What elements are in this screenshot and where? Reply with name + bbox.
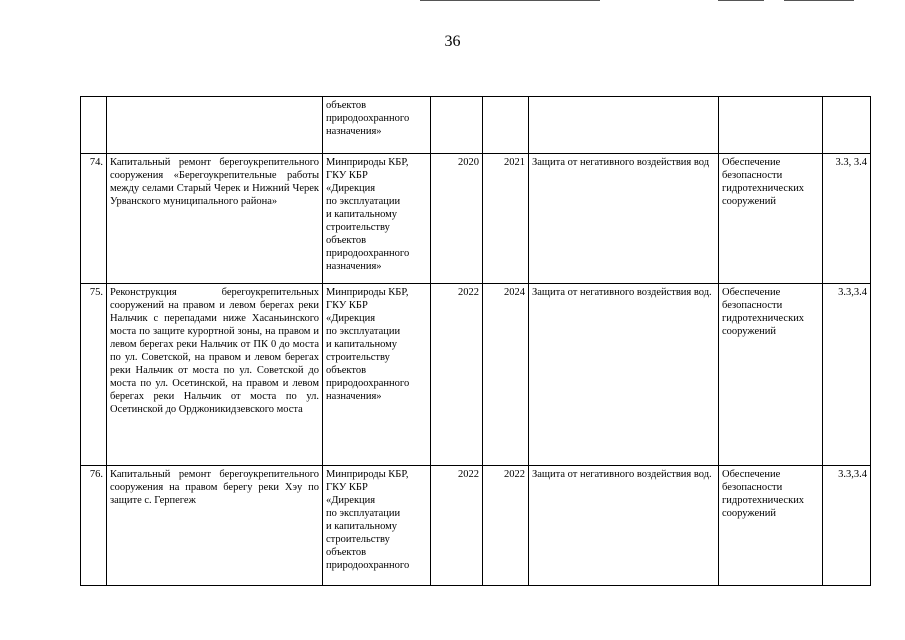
end-year: 2024 bbox=[483, 284, 529, 466]
row-number: 75. bbox=[81, 284, 107, 466]
start-year: 2022 bbox=[431, 466, 483, 586]
executor: Минприроды КБР, ГКУ КБР «Дирекция по эксплуатации и капитальному строительству объектов природоохранного назначения» bbox=[323, 154, 431, 284]
result: Обеспечение безопасности гидротехнических сооружений bbox=[719, 466, 823, 586]
reference: 3.3, 3.4 bbox=[823, 154, 871, 284]
table-row bbox=[81, 154, 871, 284]
row-number: 76. bbox=[81, 466, 107, 586]
reference: 3.3,3.4 bbox=[823, 466, 871, 586]
header-rule bbox=[420, 0, 600, 1]
header-rule-right bbox=[784, 0, 854, 1]
measure-name: Капитальный ремонт берегоукрепительного сооружения «Берегоукрепительные работы между селами Старый Черек и Нижний Черек Урванского муниципального района» bbox=[107, 154, 323, 284]
page-number: 36 bbox=[444, 33, 461, 50]
start-year bbox=[431, 97, 483, 154]
result: Обеспечение безопасности гидротехнических сооружений bbox=[719, 154, 823, 284]
result: Обеспечение безопасности гидротехнических сооружений bbox=[719, 284, 823, 466]
end-year: 2021 bbox=[483, 154, 529, 284]
measure-name: Капитальный ремонт берегоукрепительного сооружения на правом берегу реки Хэу по защите с. Герпегеж bbox=[107, 466, 323, 586]
purpose: Защита от негативного воздействия вод. bbox=[529, 284, 719, 466]
table-row bbox=[81, 284, 871, 466]
purpose bbox=[529, 97, 719, 154]
result bbox=[719, 97, 823, 154]
header-rule-short bbox=[718, 0, 764, 1]
measure-name: Реконструкция берегоукрепительных сооружений на правом и левом берегах реки Нальчик с перепадами ниже Хасаньинского моста по защите курортной зоны, на правом и левом берегах реки Нальчик от ПК 0 до моста по ул. Советской, на правом и левом берегах реки Нальчик от моста по ул. Советской до моста по ул. Осетинской, на правом и левом берегах реки Нальчик от моста по ул. Осетинской до Орджоникидзевского моста bbox=[107, 284, 323, 466]
purpose: Защита от негативного воздействия вод. bbox=[529, 466, 719, 586]
reference: 3.3,3.4 bbox=[823, 284, 871, 466]
row-number bbox=[81, 97, 107, 154]
start-year: 2020 bbox=[431, 154, 483, 284]
executor: Минприроды КБР, ГКУ КБР «Дирекция по эксплуатации и капитальному строительству объектов природоохранного bbox=[323, 466, 431, 586]
table-row bbox=[81, 97, 871, 154]
executor: Минприроды КБР, ГКУ КБР «Дирекция по эксплуатации и капитальному строительству объектов природоохранного назначения» bbox=[323, 284, 431, 466]
executor: объектов природоохранного назначения» bbox=[323, 97, 431, 154]
row-number: 74. bbox=[81, 154, 107, 284]
purpose: Защита от негативного воздействия вод bbox=[529, 154, 719, 284]
measures-table bbox=[80, 96, 871, 586]
start-year: 2022 bbox=[431, 284, 483, 466]
end-year bbox=[483, 97, 529, 154]
end-year: 2022 bbox=[483, 466, 529, 586]
measure-name bbox=[107, 97, 323, 154]
reference bbox=[823, 97, 871, 154]
table-row bbox=[81, 466, 871, 586]
